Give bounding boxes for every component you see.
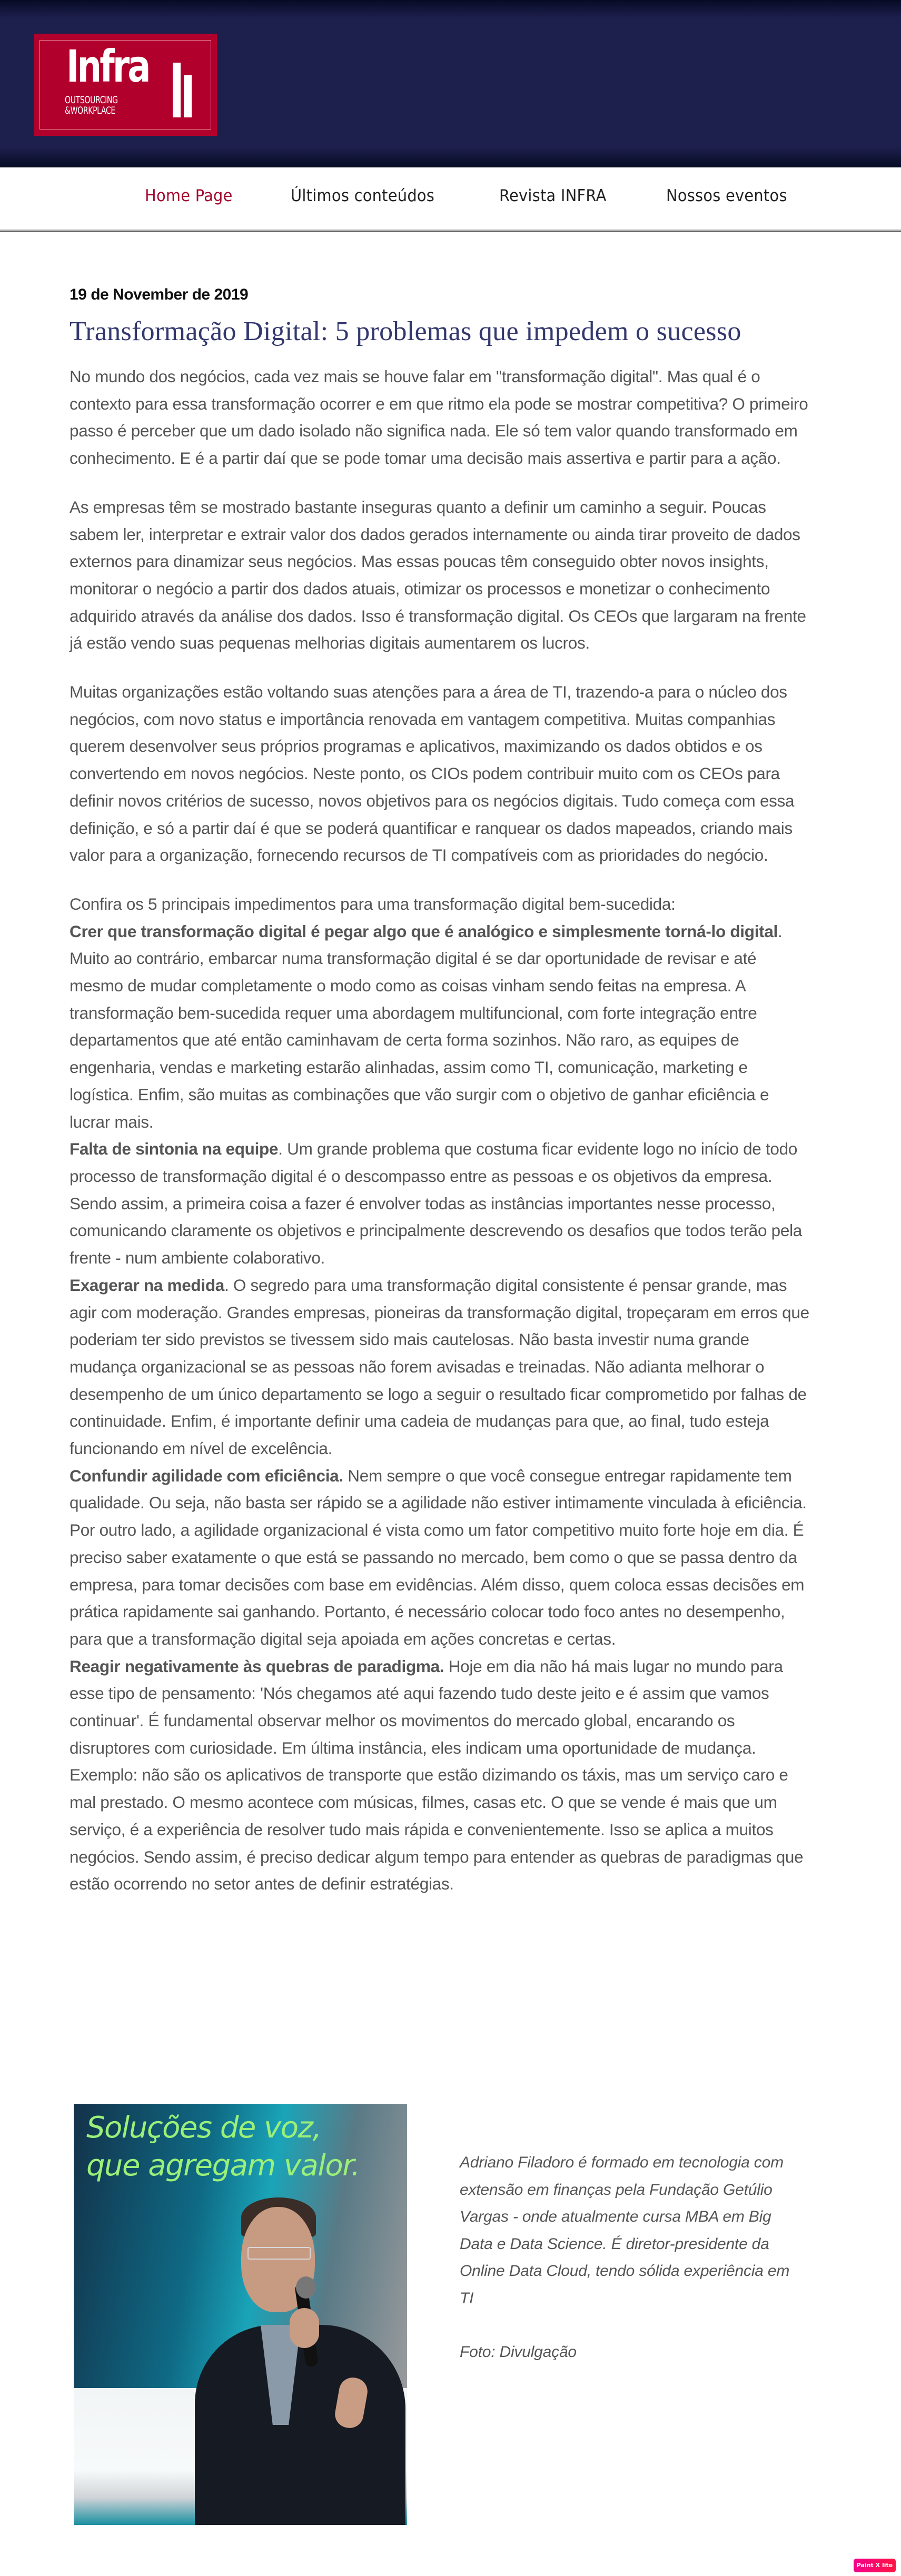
person-suit xyxy=(195,2325,405,2525)
problem-heading: Falta de sintonia na equipe xyxy=(70,1139,279,1159)
microphone-head xyxy=(296,2276,316,2299)
paragraph: Muitas organizações estão voltando suas atenções para a área de TI, trazendo-a para o núcleo dos negócios, com novo status e importância renovada em vantagem competitiva. Muitas companhias querem desenvolver seus próprios programas e aplicativos, maximizando os dados obtidos e os convertendo em novos negócios. Neste ponto, os CIOs podem contribuir muito com os CEOs para definir novos critérios de sucesso, novos objetivos para os negócios digitais. Tudo começa com essa definição, e só a partir daí é que se poderá quantificar e ranquear os dados mapeados, criando mais valor para a organização, fornecendo recursos de TI compatíveis com as prioridades do negócio. xyxy=(70,682,795,865)
author-bio-text: Adriano Filadoro é formado em tecnologia com extensão em finanças pela Fundação Getúlio Vargas - onde atualmente cursa MBA em Big Data e Data Science. É diretor-presidente da Online Data Cloud, tendo sólida experiência em TI xyxy=(460,2154,790,2307)
problem-heading: Crer que transformação digital é pegar algo que é analógico e simplesmente torná-lo digital xyxy=(70,921,778,941)
article xyxy=(70,284,813,1898)
logo-wordmark: Infra xyxy=(66,41,149,92)
paint-x-lite-badge: Paint X lite xyxy=(854,2559,896,2572)
site-header xyxy=(0,0,901,167)
problem-item xyxy=(70,1136,813,1272)
problem-text: Nem sempre o que você consegue entregar rapidamente tem qualidade. Ou seja, não basta ser rápido se a agilidade não estiver intimamente vinculada à eficiência. Por outro lado, a agilidade organizacional é vista como um fator competitivo muito forte hoje em dia. É preciso saber exatamente o que está se passando no mercado, bem como o que se passa dentro da empresa, para tomar decisões com base em evidências. Além disso, quem coloca essas decisões em prática rapidamente sai ganhando. Portanto, é necessário colocar todo foco antes no desempenho, para que a transformação digital seja apoiada em ações concretas e certas. xyxy=(70,1466,807,1648)
problem-text: . O segredo para uma transformação digital consistente é pensar grande, mas agir com moderação. Grandes empresas, pioneiras da transformação digital, tropeçaram em erros que poderiam ter sido previstos se tivessem sido mais cautelosas. Não basta investir numa grande mudança organizacional se as pessoas não forem avisadas e treinadas. Não adianta melhorar o desempenho de um único departamento se logo a seguir o resultado ficar comprometido por falhas de continuidade. Enfim, é importante definir uma cadeia de mudanças para que, ao final, tudo esteja funcionando em nível de excelência. xyxy=(70,1275,809,1458)
article-date: 19 de November de 2019 xyxy=(70,286,249,303)
nav-item-nossos-eventos[interactable]: Nossos eventos xyxy=(666,186,787,205)
logo-subtitle-line1: OUTSOURCING xyxy=(65,94,118,106)
logo-bars-icon xyxy=(173,63,192,117)
main-nav xyxy=(0,167,901,232)
article-title: Transformação Digital: 5 problemas que impedem o sucesso xyxy=(70,316,741,346)
list-intro: Confira os 5 principais impedimentos para uma transformação digital bem-sucedida: xyxy=(70,894,676,913)
photo-slogan-line2: que agregam valor. xyxy=(86,2149,360,2183)
nav-item-home-page[interactable]: Home Page xyxy=(145,186,233,205)
problem-text: . Muito ao contrário, embarcar numa transformação digital é se dar oportunidade de revisar e até mesmo de mudar completamente o modo como as coisas vinham sendo feitas na empresa. A transformação bem-sucedida requer uma abordagem multifuncional, com forte integração entre departamentos que até então caminhavam de certa forma sozinhos. Não raro, as equipes de engenharia, vendas e marketing estarão alinhadas, assim como TI, comunicação, marketing e logística. Enfim, são muitas as combinações que vão surgir com o objetivo de ganhar eficiência e lucrar mais. xyxy=(70,921,783,1131)
problem-item xyxy=(70,1653,813,1898)
author-bio xyxy=(460,2149,807,2393)
problem-heading: Exagerar na medida xyxy=(70,1275,224,1295)
logo-subtitle-line2: &WORKPLACE xyxy=(65,105,115,116)
paragraph: No mundo dos negócios, cada vez mais se houve falar em "transformação digital". Mas qual é o contexto para essa transformação ocorrer e em que ritmo ela pode se mostrar competitiva? O primeiro passo é perceber que um dado isolado não significa nada. Ele só tem valor quando transformado em conhecimento. E é a partir daí que se pode tomar uma decisão mais assertiva e partir para a ação. xyxy=(70,367,808,468)
site-logo[interactable] xyxy=(34,34,217,136)
problem-heading: Reagir negativamente às quebras de paradigma. xyxy=(70,1656,444,1676)
author-photo xyxy=(74,2104,407,2525)
problem-text: . Um grande problema que costuma ficar evidente logo no início de todo processo de transformação digital é o descompasso entre as pessoas e os objetivos da empresa. Sendo assim, a primeira coisa a fazer é envolver todas as instâncias importantes nesse processo, comunicando claramente os objetivos e principalmente descrevendo os desafios que todos terão pela frente - num ambiente colaborativo. xyxy=(70,1139,803,1268)
article-body xyxy=(70,363,813,1898)
photo-slogan-line1: Soluções de voz, xyxy=(86,2111,321,2145)
person-hand xyxy=(290,2308,319,2348)
problem-item xyxy=(70,918,813,1136)
problem-text: Hoje em dia não há mais lugar no mundo para esse tipo de pensamento: 'Nós chegamos até aqui fazendo tudo deste jeito e é assim que vamos continuar'. É fundamental observar melhor os movimentos do mercado global, encarando os disruptores com curiosidade. Em última instância, eles indicam uma oportunidade de mudança. Exemplo: não são os aplicativos de transporte que estão dizimando os táxis, mas um serviço caro e mal prestado. O mesmo acontece com músicas, filmes, casas etc. O que se vende é mais que um serviço, é a experiência de resolver tudo mais rápida e convenientemente. Isso se aplica a muitos negócios. Sendo assim, é preciso dedicar algum tempo para entender as quebras de paradigmas que estão ocorrendo no setor antes de definir estratégias. xyxy=(70,1656,804,1894)
nav-item-ultimos-conteudos[interactable]: Últimos conteúdos xyxy=(291,186,435,205)
problem-heading: Confundir agilidade com eficiência. xyxy=(70,1466,343,1485)
problem-item xyxy=(70,1272,813,1463)
paragraph: As empresas têm se mostrado bastante inseguras quanto a definir um caminho a seguir. Poucas sabem ler, interpretar e extrair valor dos dados gerados internamente ou ainda tirar proveito de dados externos para dinamizar seus negócios. Mas essas poucas têm conseguido obter novos insights, monitorar o negócio a partir dos dados atuais, otimizar os processos e monetizar o conhecimento adquirido através da análise dos dados. Isso é transformação digital. Os CEOs que largaram na frente já estão vendo suas pequenas melhorias digitais aumentarem os lucros. xyxy=(70,497,806,653)
nav-item-revista-infra[interactable]: Revista INFRA xyxy=(499,186,607,205)
person-glasses xyxy=(247,2247,311,2260)
problem-item xyxy=(70,1463,813,1653)
photo-credit: Foto: Divulgação xyxy=(460,2343,577,2361)
author-section xyxy=(74,2104,821,2525)
